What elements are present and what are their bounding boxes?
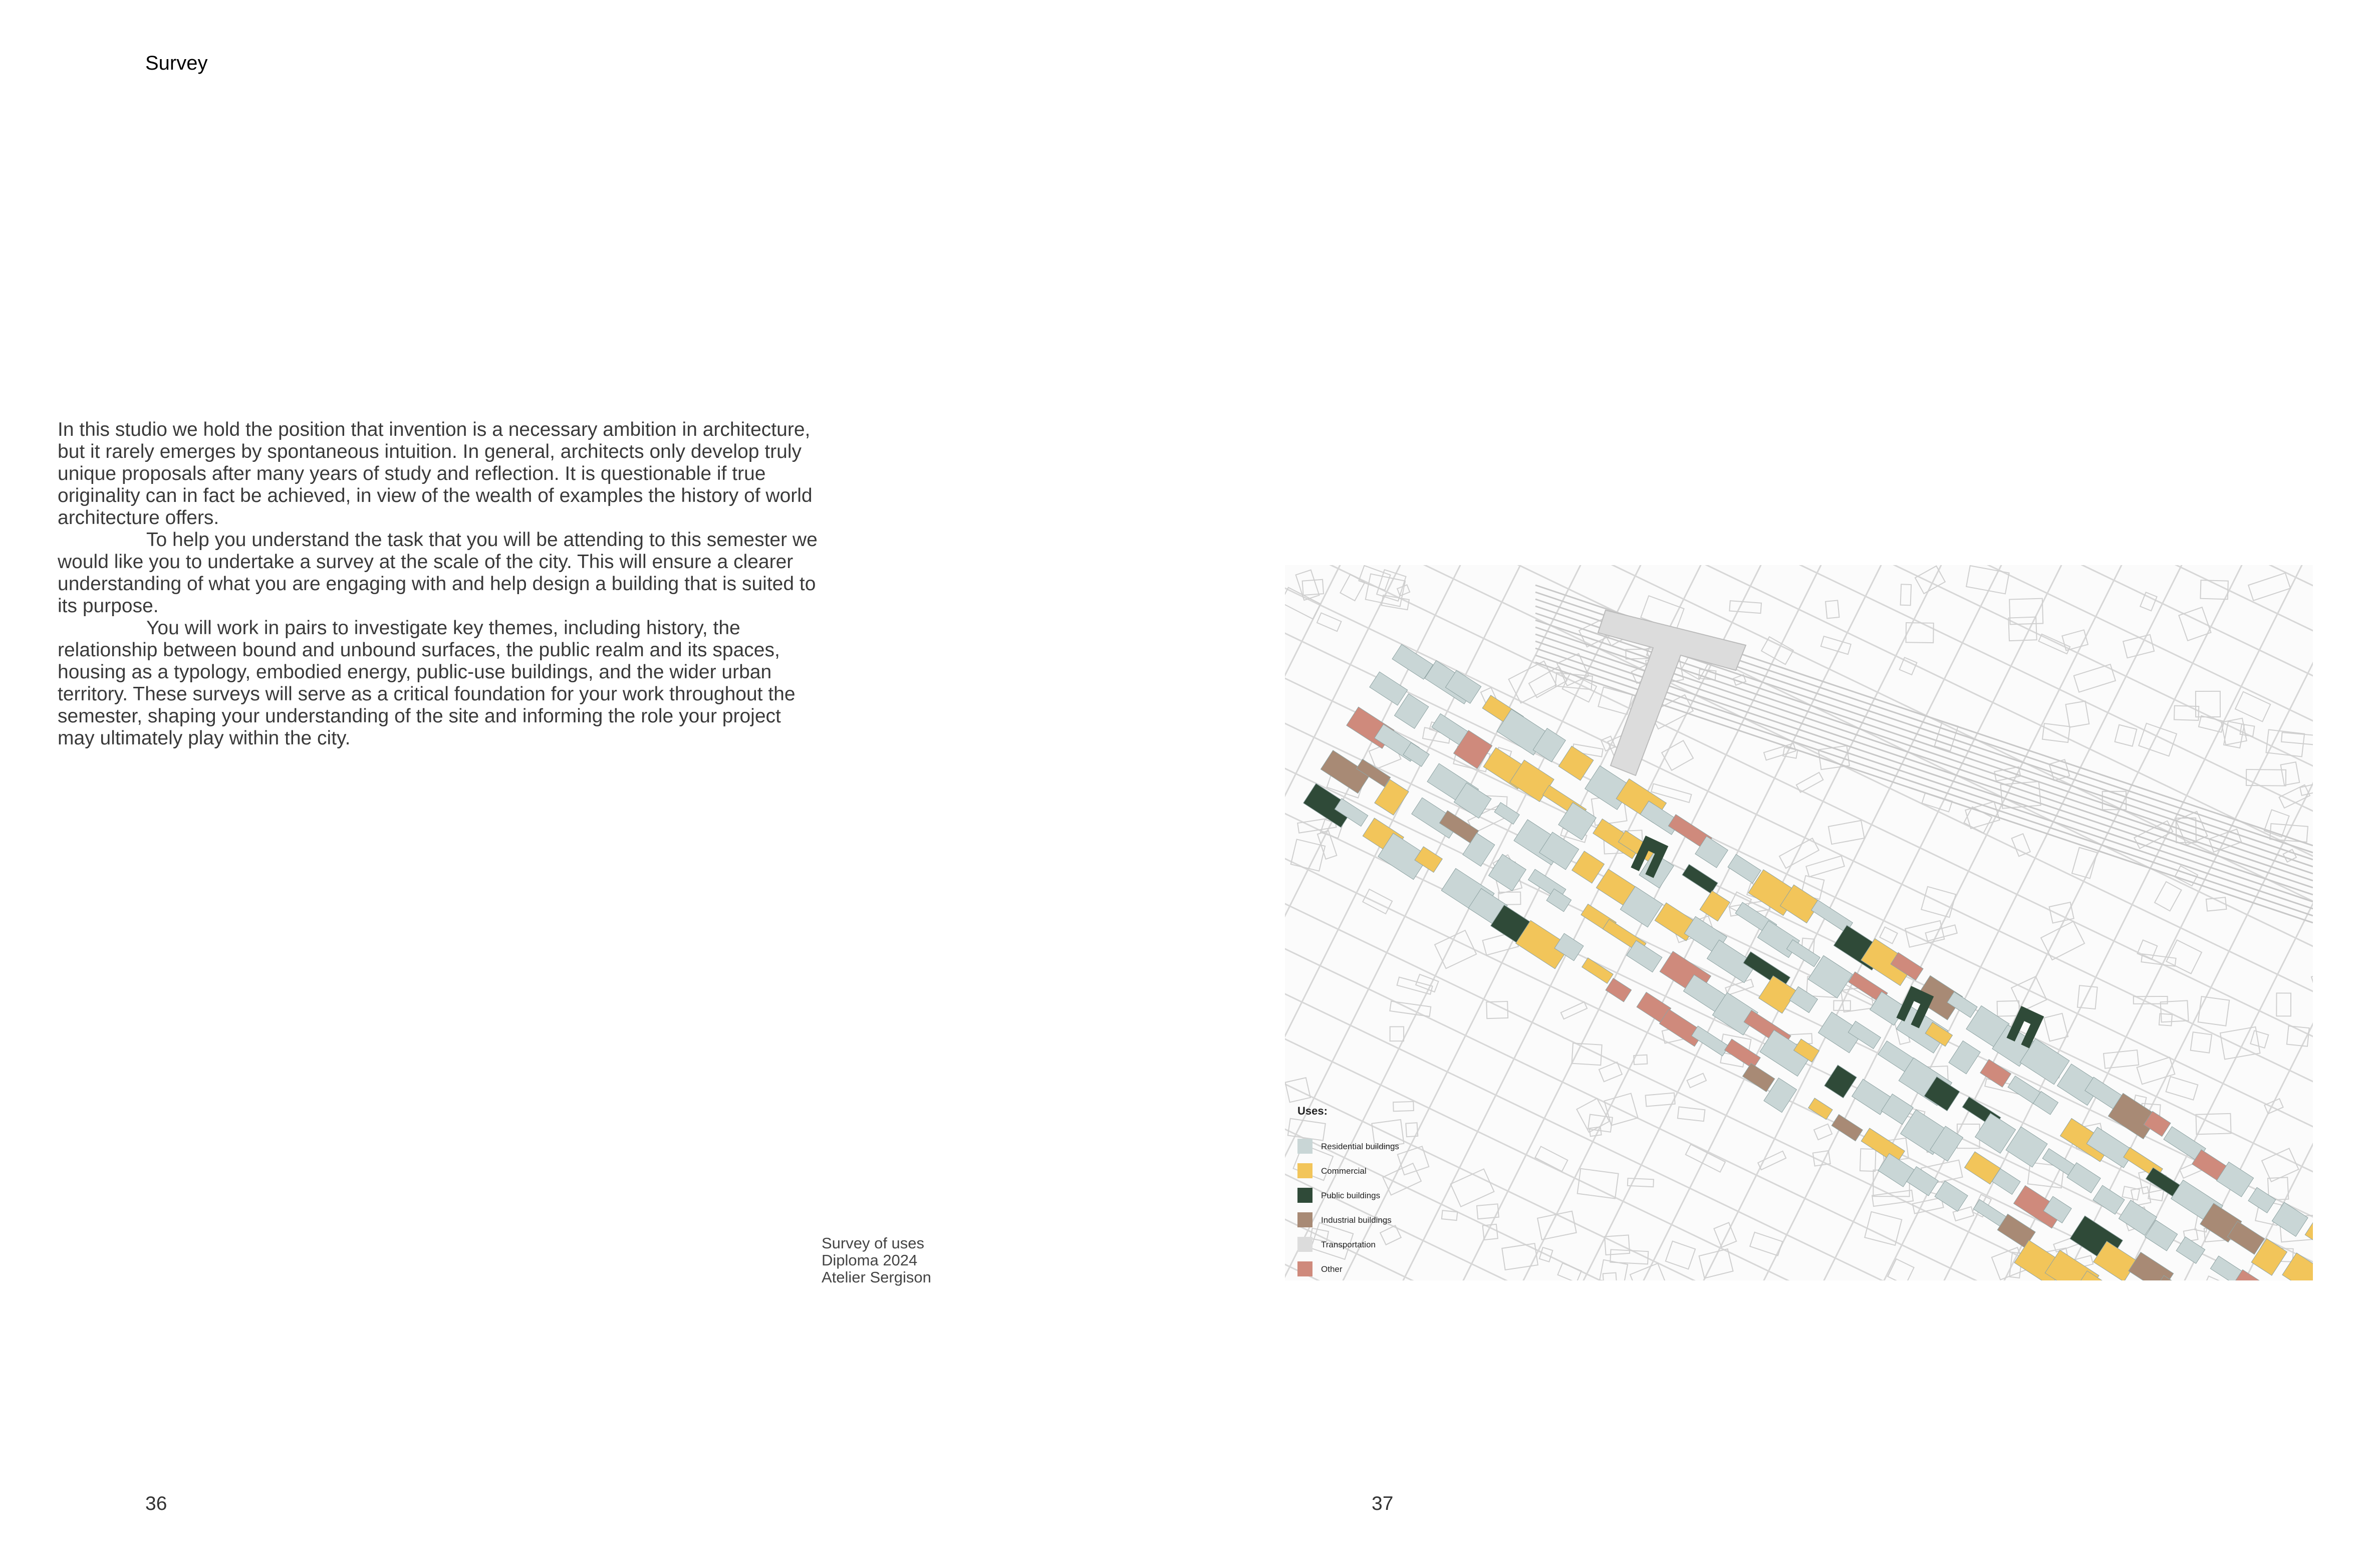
context-block [1390, 1026, 1404, 1041]
legend-title: Uses: [1297, 1105, 1328, 1117]
map-drawing [1285, 565, 2313, 1280]
context-block [1796, 772, 1823, 793]
context-block [1814, 1124, 1832, 1140]
context-block [2250, 1030, 2268, 1048]
context-block [1576, 1099, 1609, 1133]
context-block [2008, 617, 2036, 641]
context-block [2139, 723, 2177, 756]
context-block [2012, 834, 2030, 856]
context-block [1393, 1102, 1414, 1111]
context-block [2276, 993, 2291, 1016]
context-block [1966, 566, 2009, 594]
context-block [2115, 725, 2137, 746]
context-block [2311, 966, 2313, 992]
commercial-building [1558, 746, 1594, 780]
context-block [1901, 584, 1912, 605]
paragraph-1: In this studio we hold the position that invention is a necessary ambition in architecture, but it rarely emerges by spontaneous intuition. In general, architects only develop truly unique proposals after many years of study and reflection. It is questionable if true originality can in fact be achieved, in view of the wealth of examples the history of world architecture offers. [58, 419, 813, 529]
station-shape [1598, 610, 1746, 775]
context-block [1302, 580, 1324, 595]
commercial-building [1375, 779, 1409, 815]
street-line [1285, 565, 2313, 645]
context-block [1779, 838, 1819, 868]
context-block [2262, 1148, 2298, 1181]
context-block [1451, 1169, 1494, 1206]
industrial-building [1743, 1064, 1775, 1092]
commercial-building [1759, 976, 1797, 1013]
industrial-building [2129, 1252, 2174, 1280]
context-block [1288, 1119, 1326, 1141]
context-block [1340, 575, 1365, 601]
context-block [1628, 1178, 1654, 1187]
context-block [1363, 889, 1392, 914]
context-block [1577, 1169, 1619, 1199]
figure-caption [822, 1235, 931, 1286]
context-block [1821, 636, 1851, 654]
context-block [1678, 1107, 1705, 1122]
context-block [1913, 1198, 1944, 1214]
context-block [1317, 613, 1342, 631]
context-block [1900, 657, 1917, 675]
context-block [1825, 600, 1839, 618]
context-block [1860, 1149, 1876, 1171]
context-block [2065, 701, 2089, 727]
legend-swatch-residential [1297, 1139, 1312, 1154]
context-block [1758, 1151, 1786, 1170]
context-block [2235, 692, 2270, 722]
residential-building [2248, 1187, 2276, 1213]
context-block [2155, 882, 2181, 911]
map-legend [1297, 1105, 1399, 1276]
legend-label-transportation: Transportation [1321, 1240, 1376, 1249]
residential-building [1935, 1181, 1968, 1211]
survey-map [1285, 565, 2313, 1280]
residential-building [1489, 854, 1526, 891]
context-block [1880, 927, 1897, 943]
context-block [1603, 1273, 1617, 1280]
context-block [2281, 732, 2313, 744]
context-block [2196, 691, 2220, 717]
context-block [2281, 762, 2300, 785]
context-block [1729, 601, 1761, 613]
body-text [58, 419, 822, 749]
legend-label-industrial: Industrial buildings [1321, 1215, 1392, 1225]
commercial-building [1700, 891, 1730, 921]
legend-swatch-public [1297, 1188, 1312, 1203]
residential-building [1949, 1041, 1980, 1074]
commercial-building [1572, 851, 1605, 883]
legend-label-other: Other [1321, 1264, 1343, 1274]
context-block [1442, 1210, 1458, 1220]
industrial-building [1439, 811, 1478, 843]
context-block [2077, 985, 2097, 1009]
context-block [2248, 573, 2290, 601]
context-block [2174, 706, 2199, 720]
context-block [1599, 1062, 1622, 1082]
paragraph-2: To help you understand the task that you will be attending to this semester we would like you to undertake a survey at the scale of the city. This will ensure a clearer understanding of what you are engaging with and help design a building that is suited to its purpose. [58, 529, 818, 617]
legend-label-public: Public buildings [1321, 1191, 1381, 1200]
context-block [1291, 839, 1325, 871]
context-block [1557, 1263, 1581, 1280]
page-number-right: 37 [1372, 1493, 1394, 1514]
legend-swatch-commercial [1297, 1163, 1312, 1178]
context-block [1888, 1259, 1914, 1280]
other-building [1606, 978, 1632, 1002]
street-line [1285, 565, 2313, 735]
legend-label-commercial: Commercial [1321, 1166, 1367, 1176]
context-block [1872, 1190, 1913, 1206]
commercial-building [1582, 958, 1613, 983]
context-block [1865, 1212, 1902, 1245]
page-number-left: 36 [145, 1493, 167, 1514]
legend-label-residential: Residential buildings [1321, 1142, 1399, 1151]
public-building [1682, 864, 1718, 893]
context-block [1806, 856, 1845, 877]
street-line [1285, 565, 2313, 600]
caption-line-3: Atelier Sergison [822, 1268, 931, 1286]
public-building [1824, 1065, 1857, 1098]
context-block [1828, 821, 1865, 844]
context-block [1714, 1222, 1736, 1247]
context-block [2044, 1013, 2068, 1041]
paragraph-3: You will work in pairs to investigate key themes, including history, the relationship between bound and unbound surfaces, the public realm and its spaces, housing as a typology, embodied energy, public-use buildings, and the wider urban territory. These surveys will serve as a critical foundation for your work throughout the semester, shaping your understanding of the site and informing the role your project may ultimately play within the city. [58, 617, 796, 749]
caption-line-2: Diploma 2024 [822, 1251, 918, 1269]
legend-swatch-transportation [1297, 1237, 1312, 1252]
context-block [1666, 1241, 1695, 1269]
context-block [2166, 1077, 2198, 1100]
context-block [1687, 1074, 1707, 1088]
station-building [1598, 610, 1746, 775]
residential-building [2176, 1237, 2205, 1263]
context-block [2191, 1032, 2212, 1053]
context-block [2103, 1050, 2139, 1069]
context-block [1359, 566, 1390, 590]
context-block [1646, 1093, 1675, 1107]
context-block [1997, 1001, 2019, 1016]
residential-building [2272, 1202, 2308, 1236]
caption-line-1: Survey of uses [822, 1234, 925, 1252]
context-block [1561, 1002, 1587, 1019]
context-block [2198, 996, 2230, 1026]
context-block [1915, 566, 1945, 594]
context-block [1922, 793, 1952, 812]
commercial-building [2282, 1253, 2313, 1280]
context-block [1605, 1235, 1630, 1254]
context-block [2140, 592, 2157, 611]
context-block [1761, 637, 1793, 664]
legend-swatch-industrial [1297, 1212, 1312, 1227]
residential-building [2086, 1127, 2134, 1168]
page-title: Survey [145, 52, 208, 74]
context-block [2011, 976, 2046, 1011]
legend-swatch-other [1297, 1261, 1312, 1276]
context-block [1699, 1249, 1733, 1278]
residential-building [2093, 1185, 2125, 1214]
context-block [2123, 635, 2154, 658]
